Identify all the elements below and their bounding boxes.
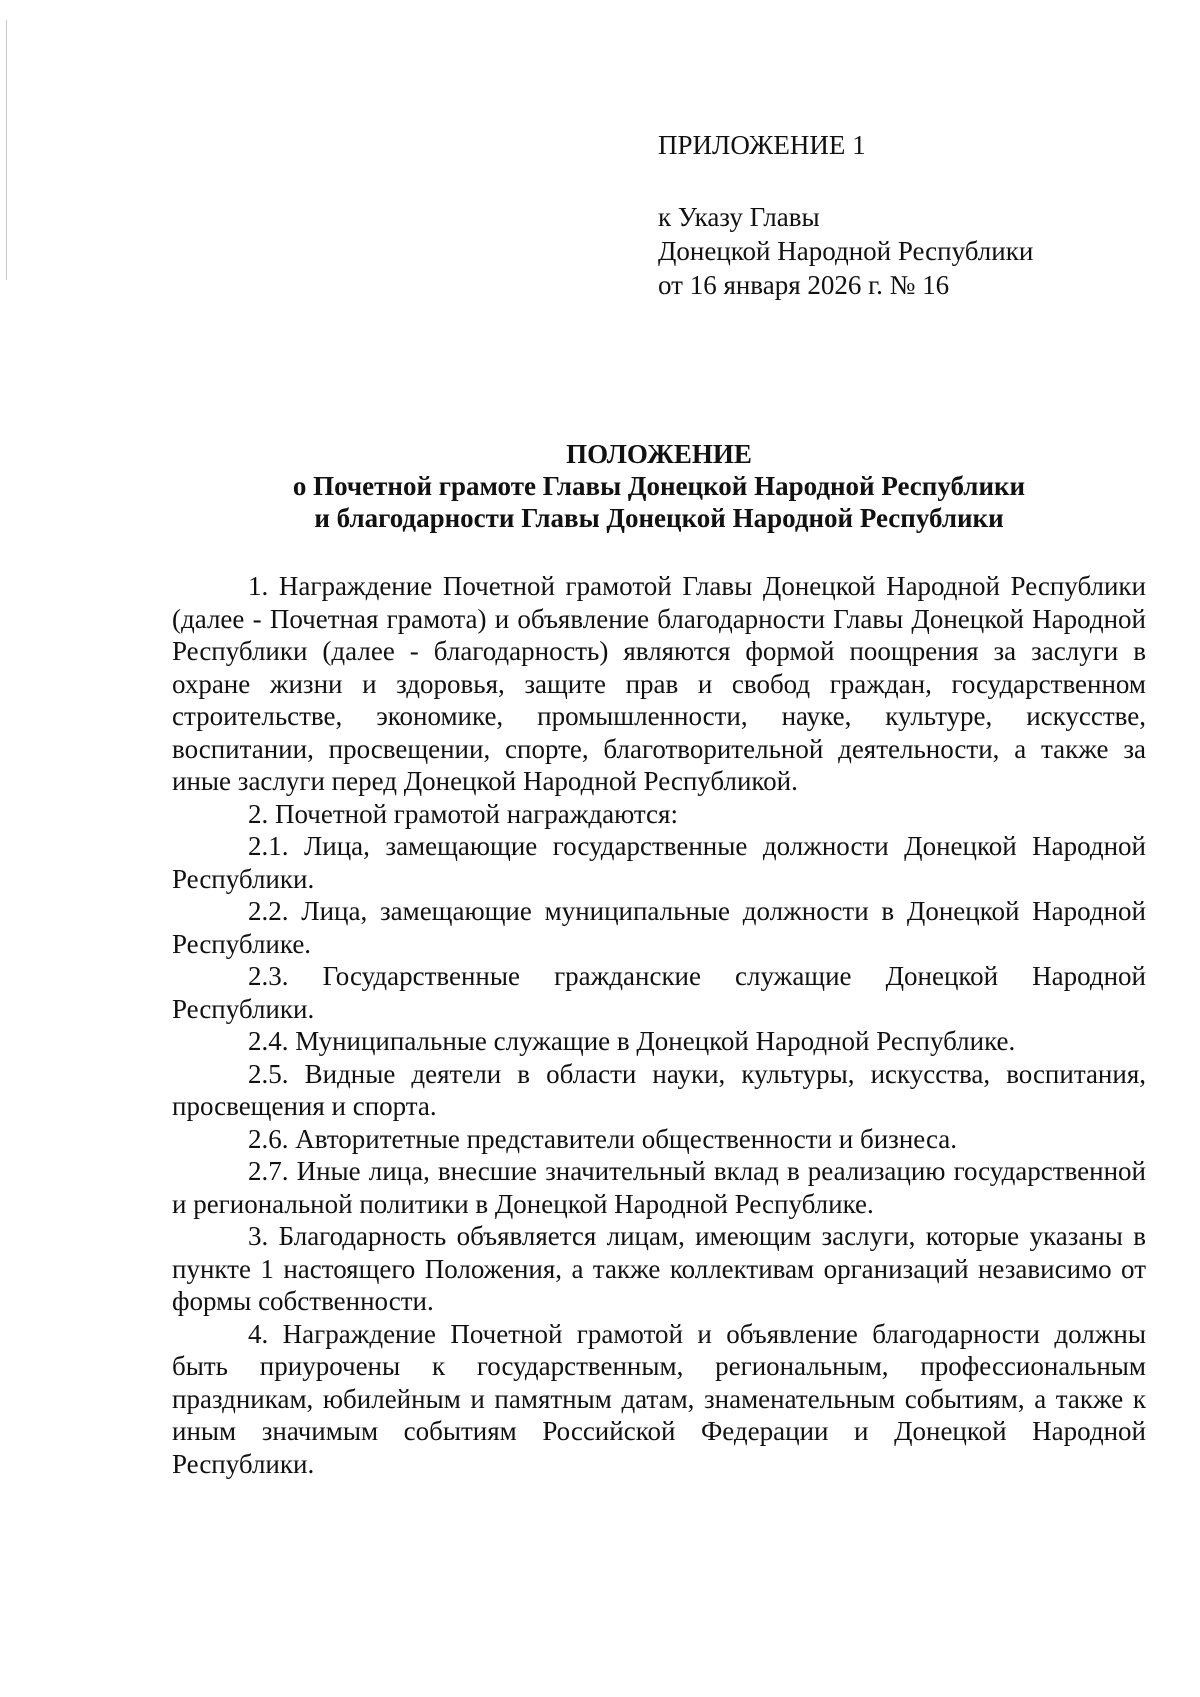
paragraph-4: 4. Награждение Почетной грамотой и объявление благодарности должны быть приурочены к государственным, региональным, профессиональным праздникам, юбилейным и памятным датам, знаменательным событиям, а также к иным значимым событиям Российской Федерации и Донецкой Народной Республики. <box>172 1318 1146 1479</box>
document-subtitle-line-2: и благодарности Главы Донецкой Народной Республики <box>314 503 1004 533</box>
paragraph-2-6: 2.6. Авторитетные представители общественности и бизнеса. <box>248 1123 957 1154</box>
paragraph-2-1: 2.1. Лица, замещающие государственные должности Донецкой Народной Республики. <box>172 831 1146 894</box>
appendix-block <box>658 128 1033 302</box>
paragraph-2-2: 2.2. Лица, замещающие муниципальные должности в Донецкой Народной Республике. <box>172 896 1146 959</box>
paragraph-1: 1. Награждение Почетной грамотой Главы Донецкой Народной Республики (далее - Почетная грамота) и объявление благодарности Главы Донецкой Народной Республики (далее - благодарность) являются формой поощрения за заслуги в охране жизни и здоровья, защите прав и свобод граждан, государственном строительстве, экономике, промышленности, науке, культуре, искусстве, воспитании, просвещении, спорте, благотворительной деятельности, а также за иные заслуги перед Донецкой Народной Республикой. <box>172 571 1146 796</box>
paragraph-2-3: 2.3. Государственные гражданские служащие Донецкой Народной Республики. <box>172 961 1146 1024</box>
document-title: ПОЛОЖЕНИЕ <box>566 439 752 469</box>
document-heading <box>172 438 1146 534</box>
paragraph-2-7: 2.7. Иные лица, внесшие значительный вклад в реализацию государственной и региональной политики в Донецкой Народной Республике. <box>172 1156 1146 1219</box>
appendix-line-decree: к Указу Главы <box>658 202 820 232</box>
document-body <box>172 570 1146 1480</box>
paragraph-2-5: 2.5. Видные деятели в области науки, культуры, искусства, воспитания, просвещения и спорта. <box>172 1058 1146 1121</box>
appendix-line-date: от 16 января 2026 г. № 16 <box>658 270 950 300</box>
appendix-line-republic: Донецкой Народной Республики <box>658 236 1034 266</box>
paragraph-2: 2. Почетной грамотой награждаются: <box>248 798 678 829</box>
scan-edge-line <box>6 20 7 280</box>
appendix-title: ПРИЛОЖЕНИЕ 1 <box>658 130 866 160</box>
paragraph-3: 3. Благодарность объявляется лицам, имеющим заслуги, которые указаны в пункте 1 настоящего Положения, а также коллективам организаций независимо от формы собственности. <box>172 1221 1146 1316</box>
paragraph-2-4: 2.4. Муниципальные служащие в Донецкой Народной Республике. <box>248 1026 1016 1056</box>
document-subtitle-line-1: о Почетной грамоте Главы Донецкой Народной Республики <box>292 471 1026 501</box>
